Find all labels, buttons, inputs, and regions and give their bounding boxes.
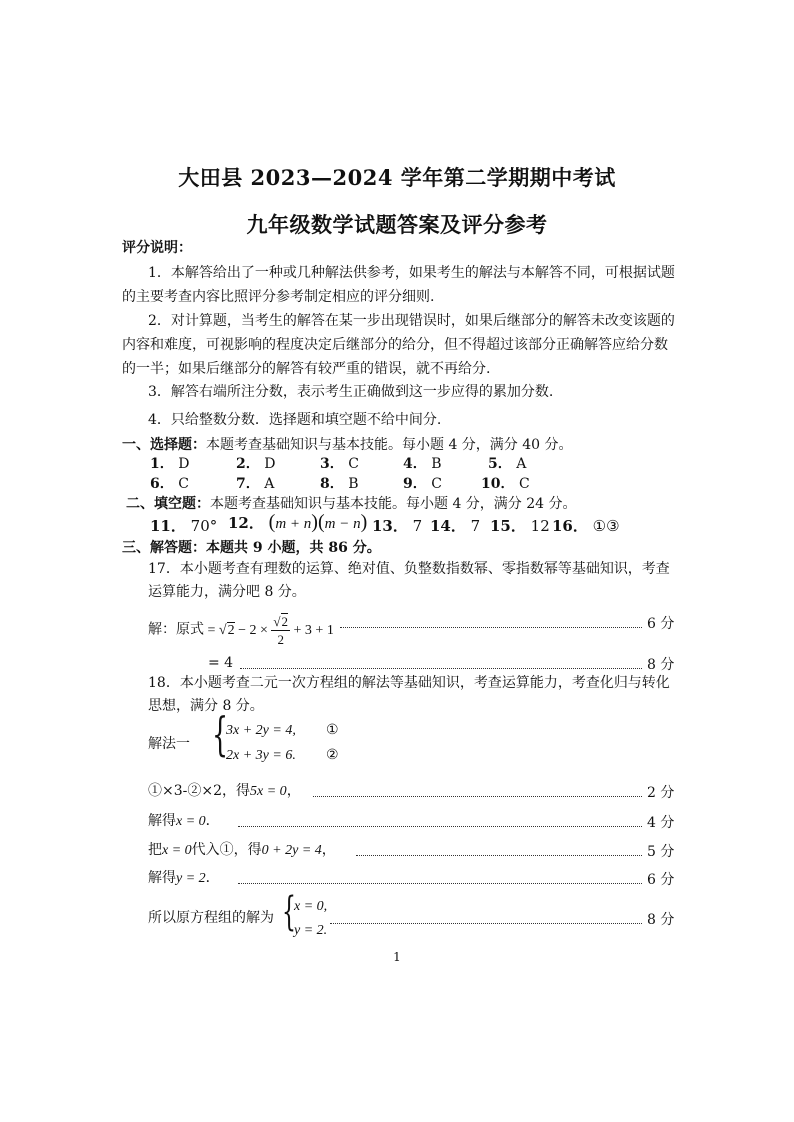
answer-item: 5． A: [488, 456, 527, 472]
equation-mark: ②: [326, 747, 339, 763]
note-line: 4．只给整数分数．选择题和填空题不给中间分.: [148, 412, 442, 428]
equation: 2x + 3y = 6.: [226, 748, 296, 763]
leader-dots: [238, 883, 642, 884]
section-heading: 一、选择题：: [122, 437, 206, 453]
score: 6 分: [647, 872, 675, 888]
answer-16: 16． ①③: [552, 517, 620, 535]
equation: y = 2.: [294, 923, 328, 938]
brace: {: [212, 707, 229, 761]
score: 8 分: [647, 912, 675, 928]
step: 把x = 0代入①，得0 + 2y = 4，: [148, 842, 336, 858]
q17-solution: 解：原式 = √2 − 2 × $\frac{√2}{2}$ + 3 + 1: [148, 614, 334, 647]
answer-15: 15． 12: [490, 517, 550, 535]
note-line: 2．对计算题，当考生的解答在某一步出现错误时，如果后继部分的解答未改变该题的: [148, 313, 675, 329]
q17-description: 17．本小题考查有理数的运算、绝对值、负整数指数幂、零指数幂等基础知识，考查: [148, 561, 670, 577]
answer-item: 8． B: [320, 476, 359, 492]
answer-item: 6． C: [150, 476, 189, 492]
q18-description: 18．本小题考查二元一次方程组的解法等基础知识，考查运算能力，考查化归与转化: [148, 675, 670, 691]
answer-13: 13． 7: [372, 517, 423, 535]
answer-item: 3． C: [320, 456, 359, 472]
note-line: 内容和难度，可视影响的程度决定后继部分的给分，但不得超过该部分正确解答应给分数: [122, 337, 668, 353]
leader-dots: [340, 627, 642, 628]
score: 5 分: [647, 844, 675, 860]
note-line: 1．本解答给出了一种或几种解法供参考，如果考生的解法与本解答不同，可根据试题: [148, 265, 675, 281]
notes-heading: 评分说明：: [122, 240, 192, 256]
score: 2 分: [647, 785, 675, 801]
score: 4 分: [647, 815, 675, 831]
section-description: 本题考查基础知识与基本技能。每小题 4 分，满分 40 分。: [206, 437, 573, 453]
score: 8 分: [647, 657, 675, 673]
leader-dots: [240, 668, 642, 669]
answer-item: 2． D: [236, 456, 276, 472]
page-number: 1: [393, 950, 401, 964]
q17-result: = 4: [208, 655, 234, 671]
answer-item: 9． C: [403, 476, 442, 492]
section-heading: 二、填空题：: [126, 496, 210, 512]
step: 所以原方程组的解为: [148, 910, 274, 926]
leader-dots: [330, 923, 642, 924]
answer-item: 7． A: [236, 476, 275, 492]
answer-11: 70°: [190, 517, 218, 535]
note-line: 3．解答右端所注分数，表示考生正确做到这一步应得的累加分数.: [148, 384, 554, 400]
answer-14: 14． 7: [430, 517, 481, 535]
leader-dots: [356, 855, 642, 856]
equation: 3x + 2y = 4,: [226, 723, 296, 738]
brace: {: [282, 889, 296, 935]
score: 6 分: [647, 616, 675, 632]
answer-item: 1． D: [150, 456, 190, 472]
section-heading: 三、解答题：本题共 9 小题，共 86 分。: [122, 540, 381, 556]
answer-12: 12． (m + n)(m − n): [228, 511, 368, 533]
answer-item: 10． C: [481, 476, 530, 492]
section-fill-blank: [126, 496, 577, 513]
solution-label: 解：原式: [148, 621, 204, 638]
step: 解得x = 0．: [148, 813, 220, 829]
equation: x = 0,: [294, 899, 328, 914]
q18-description: 思想，满分 8 分。: [148, 698, 264, 714]
answer-item: 4． B: [403, 456, 442, 472]
leader-dots: [313, 796, 642, 797]
leader-dots: [238, 826, 642, 827]
method-label: 解法一: [148, 736, 190, 752]
step: 解得y = 2．: [148, 870, 220, 886]
note-line: 的一半；如果后继部分的解答有较严重的错误，就不再给分.: [122, 361, 491, 377]
fill-answers-row: 11． 70°: [150, 517, 218, 535]
equation-mark: ①: [326, 722, 339, 738]
section-description: 本题考查基础知识与基本技能。每小题 4 分，满分 24 分。: [210, 496, 577, 512]
section-multiple-choice: [122, 437, 573, 454]
document-title: 大田县 2023—2024 学年第二学期期中考试: [178, 165, 616, 190]
q17-description: 运算能力，满分吧 8 分。: [148, 584, 306, 600]
step: ①×3-②×2，得5x = 0，: [148, 783, 301, 799]
note-line: 的主要考查内容比照评分参考制定相应的评分细则.: [122, 289, 435, 305]
document-subtitle: 九年级数学试题答案及评分参考: [246, 212, 548, 237]
